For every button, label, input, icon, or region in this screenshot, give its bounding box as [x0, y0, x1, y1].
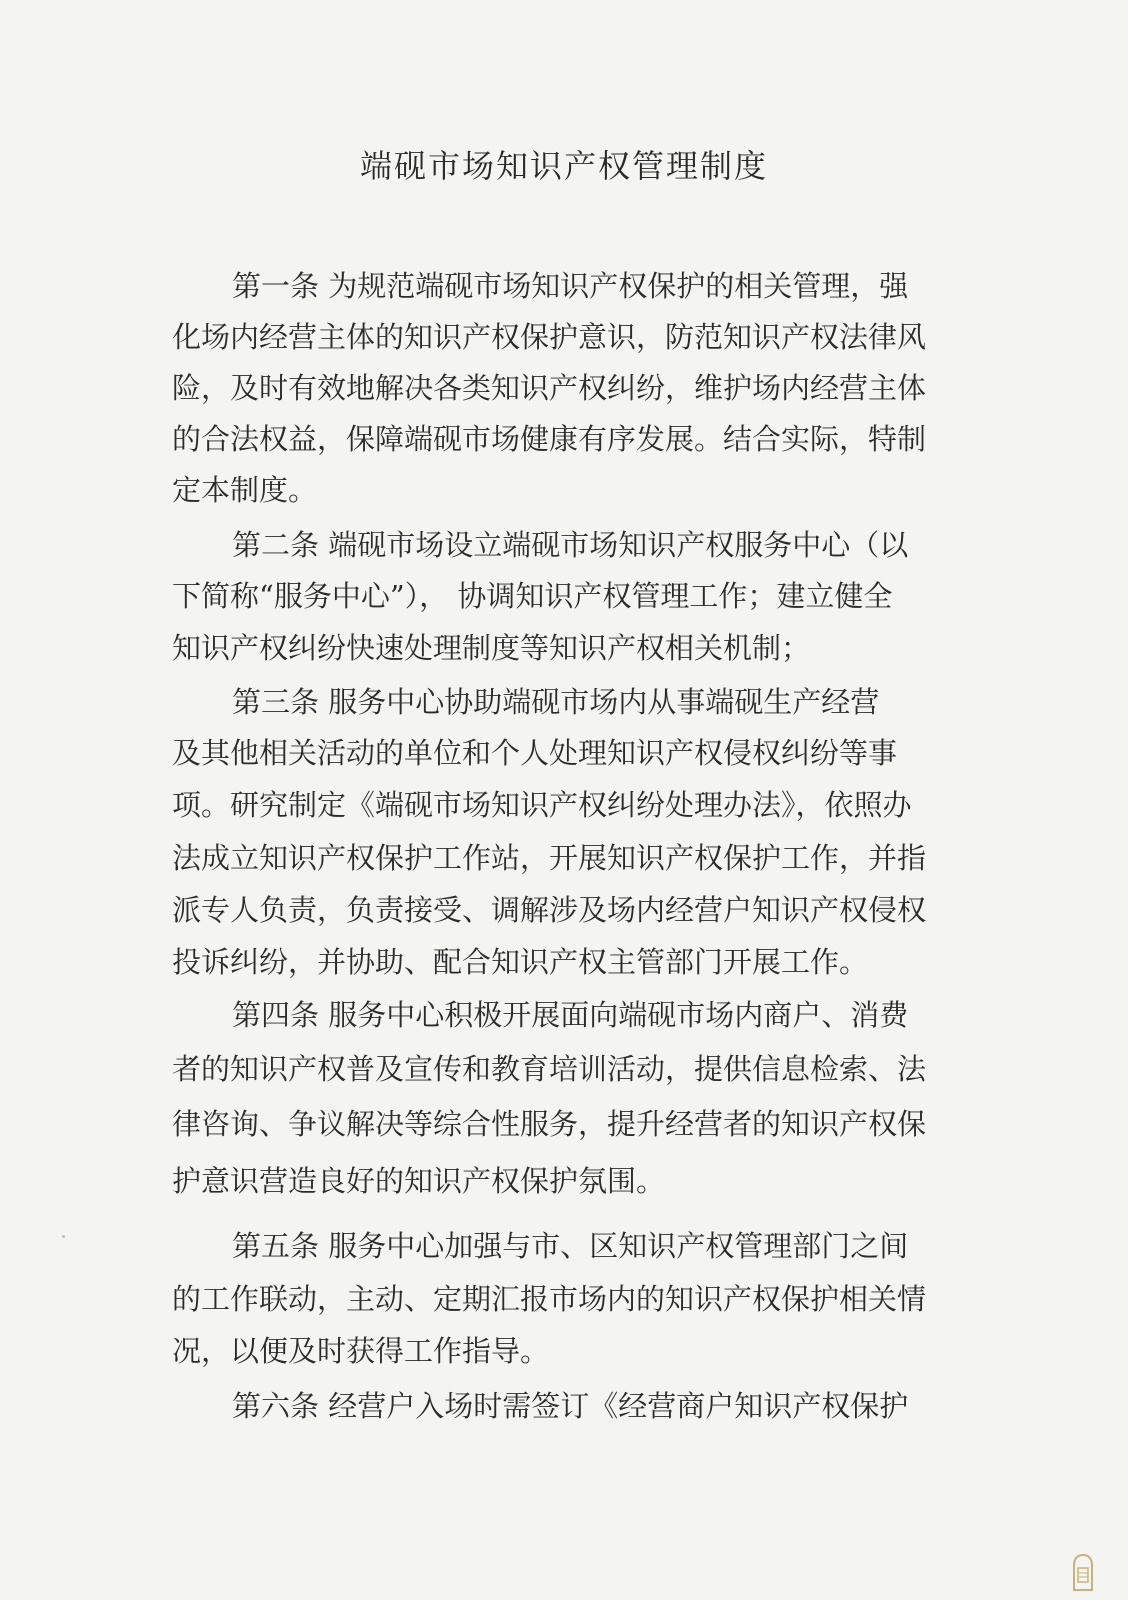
article-5-line-1: 第五条 服务中心加强与市、区知识产权管理部门之间 [232, 1229, 909, 1263]
stamp-icon [1068, 1552, 1098, 1592]
article-5-line-3: 况，以便及时获得工作指导。 [172, 1334, 550, 1368]
article-1-line-1: 第一条 为规范端砚市场知识产权保护的相关管理，强 [232, 269, 909, 303]
article-1-line-4: 的合法权益，保障端砚市场健康有序发展。结合实际，特制 [172, 422, 927, 456]
article-4-line-1: 第四条 服务中心积极开展面向端砚市场内商户、消费 [232, 998, 909, 1032]
article-4-line-2: 者的知识产权普及宣传和教育培训活动，提供信息检索、法 [172, 1052, 927, 1086]
article-1-line-2: 化场内经营主体的知识产权保护意识，防范知识产权法律风 [172, 320, 927, 354]
article-4-line-4: 护意识营造良好的知识产权保护氛围。 [172, 1164, 666, 1198]
article-3-line-1: 第三条 服务中心协助端砚市场内从事端砚生产经营 [232, 685, 880, 719]
article-3-line-5: 派专人负责，负责接受、调解涉及场内经营户知识产权侵权 [172, 893, 927, 927]
article-4-line-3: 律咨询、争议解决等综合性服务，提升经营者的知识产权保 [172, 1107, 927, 1141]
article-5-line-2: 的工作联动，主动、定期汇报市场内的知识产权保护相关情 [172, 1282, 927, 1316]
article-2-line-1: 第二条 端砚市场设立端砚市场知识产权服务中心（以 [232, 528, 909, 562]
article-6-line-1: 第六条 经营户入场时需签订《经营商户知识产权保护 [232, 1389, 909, 1423]
article-3-line-3: 项。研究制定《端砚市场知识产权纠纷处理办法》，依照办 [172, 788, 912, 822]
scan-speck [62, 1235, 65, 1238]
article-1-line-5: 定本制度。 [172, 473, 318, 507]
article-3-line-6: 投诉纠纷，并协助、配合知识产权主管部门开展工作。 [172, 945, 869, 979]
article-3-line-4: 法成立知识产权保护工作站，开展知识产权保护工作，并指 [172, 841, 927, 875]
article-1-line-3: 险，及时有效地解决各类知识产权纠纷，维护场内经营主体 [172, 371, 927, 405]
document-title: 端砚市场知识产权管理制度 [359, 147, 768, 185]
article-2-line-3: 知识产权纠纷快速处理制度等知识产权相关机制； [172, 631, 811, 665]
article-3-line-2: 及其他相关活动的单位和个人处理知识产权侵权纠纷等事 [172, 736, 898, 770]
article-2-line-2: 下简称“服务中心”）， 协调知识产权管理工作；建立健全 [172, 579, 893, 613]
